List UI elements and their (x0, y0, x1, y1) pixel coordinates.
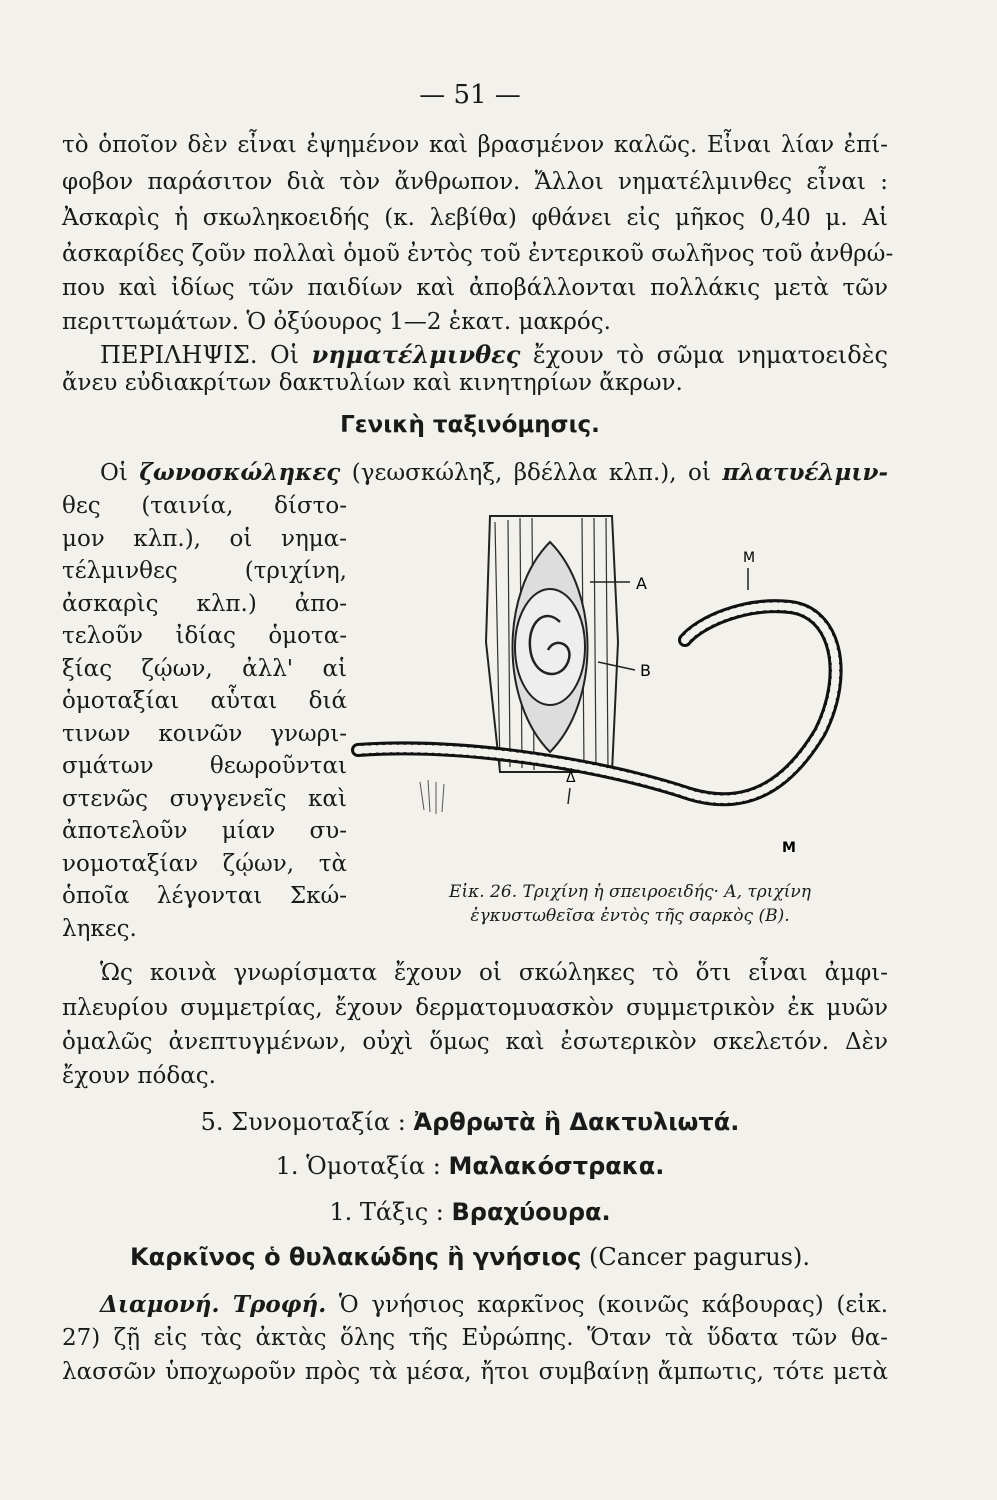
column-line: ὁποῖα λέγονται Σκώ- (62, 883, 347, 909)
summary-post: ἔχουν τὸ σῶμα νηματοειδὲς (532, 341, 888, 369)
classification-term-2: πλατυέλμιν- (722, 459, 888, 486)
column-line: τέλμινθες (τριχίνη, (62, 558, 347, 584)
class-heading (0, 1152, 940, 1180)
text-line: πλευρίου συμμετρίας, ἔχουν δερματομυασκὸν συμμετρικὸν ἐκ μυῶν (62, 995, 888, 1021)
section-title: Γενικὴ ταξινόμησις. (340, 412, 600, 438)
column-line: μον κλπ.), οἱ νημα- (62, 525, 347, 552)
order-label: 1. Τάξις : (329, 1198, 444, 1226)
classification-line (100, 458, 888, 488)
text-line: τὸ ὁποῖον δὲν εἶναι ἐψημένον καὶ βρασμένον καλῶς. Εἶναι λίαν ἐπί- (62, 132, 888, 158)
column-line: ληκες. (62, 915, 137, 942)
column-line: σμάτων θεωροῦνται (62, 753, 347, 779)
column-line: θες (ταινία, δίστο- (62, 493, 347, 519)
muscle-tissue-illustration (486, 516, 635, 772)
text-line: φοβον παράσιτον διὰ τὸν ἄνθρωπον. Ἄλλοι νηματέλμινθες εἶναι : (62, 169, 888, 195)
class-label: 1. Ὁμοταξία : (275, 1152, 441, 1180)
summary-pre: Οἱ (269, 341, 300, 369)
order-heading (0, 1198, 940, 1226)
classification-mid: (γεωσκώληξ, βδέλλα κλπ.), οἱ (351, 460, 711, 486)
figure-label-m-top: M (743, 550, 756, 566)
summary-label: ΠΕΡΙΛΗΨΙΣ. (100, 341, 258, 369)
text-column (62, 490, 347, 945)
text-line: ἀσκαρίδες ζοῦν πολλαὶ ὁμοῦ ἐντὸς τοῦ ἐντερικοῦ σωλῆνος τοῦ ἀνθρώ- (62, 241, 894, 267)
habitat-text: Ὁ γνήσιος καρκῖνος (κοινῶς κάβουρας) (εἰκ. (338, 1292, 889, 1318)
text-line: 27) ζῇ εἰς τὰς ἀκτὰς ὅλης τῆς Εὐρώπης. Ὅταν τὰ ὕδατα τῶν θα- (62, 1325, 888, 1351)
figure-label-m-bottom: M (782, 840, 796, 856)
text-line: λασσῶν ὑποχωροῦν πρὸς τὰ μέσα, ἤτοι συμβαίνῃ ἄμπωτις, τότε μετὰ (62, 1359, 888, 1385)
figure-label-delta: Δ (566, 770, 576, 786)
species-latin: (Cancer pagurus). (589, 1243, 810, 1271)
order-name: Βραχύουρα. (451, 1198, 611, 1226)
class-name: Μαλακόστρακα. (448, 1152, 665, 1180)
habitat-line (100, 1290, 888, 1320)
summary-term: νηματέλμινθες (311, 340, 521, 369)
caption-line-1: Εἰκ. 26. Τριχίνη ἡ σπειροειδής· Α, τριχίνη (449, 882, 811, 902)
column-line: τελοῦν ἰδίας ὁμοτα- (62, 623, 347, 649)
column-line: τινων κοινῶν γνωρι- (62, 720, 347, 747)
text-line: Ἀσκαρὶς ἡ σκωληκοειδής (κ. λεβίθα) φθάνει εἰς μῆκος 0,40 μ. Αἱ (62, 205, 888, 231)
column-line: ἀσκαρὶς κλπ.) ἀπο- (62, 590, 347, 617)
phylum-name: Ἀρθρωτὰ ἢ Δακτυλιωτά. (413, 1108, 740, 1136)
species-heading (0, 1243, 940, 1271)
classification-term-1: ζωνοσκώληκες (139, 459, 341, 486)
text-line: που καὶ ἰδίως τῶν παιδίων καὶ ἀποβάλλονται πολλάκις μετὰ τῶν (62, 275, 888, 301)
species-name: Καρκῖνος ὁ θυλακώδης ἢ γνήσιος (130, 1243, 582, 1271)
text-line: ὁμαλῶς ἀνεπτυγμένων, οὐχὶ ὅμως καὶ ἐσωτερικὸν σκελετόν. Δὲν (62, 1029, 888, 1055)
column-line: νομοταξίαν ζῴων, τὰ (62, 850, 347, 877)
column-line: στενῶς συγγενεῖς καὶ (62, 785, 347, 812)
text-line: Ὡς κοινὰ γνωρίσματα ἔχουν οἱ σκώληκες τὸ ὅτι εἶναι ἀμφι- (100, 960, 888, 986)
figure-caption (380, 880, 880, 928)
text-line: περιττωμάτων. Ὁ ὀξύουρος 1—2 ἑκατ. μακρός. (62, 309, 611, 335)
page-number: — 51 — (419, 80, 521, 110)
phylum-label: 5. Συνομοταξία : (200, 1108, 406, 1136)
habitat-label: Διαμονή. Τροφή. (100, 1291, 327, 1318)
classification-pre: Οἱ (100, 460, 128, 486)
summary-line-2: ἄνευ εὐδιακρίτων δακτυλίων καὶ κινητηρίων ἄκρων. (62, 370, 683, 396)
column-line: ὁμοταξίαι αὗται διά (62, 688, 347, 714)
figure-label-a: A (636, 574, 647, 593)
text-line: ἔχουν πόδας. (62, 1063, 216, 1089)
trichina-figure (350, 512, 890, 872)
column-line: ἀποτελοῦν μίαν συ- (62, 818, 347, 844)
column-line: ξίας ζῴων, ἀλλ' αἱ (62, 655, 347, 682)
caption-line-2: ἐγκυστωθεῖσα ἐντὸς τῆς σαρκὸς (Β). (470, 906, 790, 926)
phylum-heading (0, 1108, 940, 1136)
figure-label-b: B (640, 661, 651, 680)
summary-line (100, 340, 888, 370)
